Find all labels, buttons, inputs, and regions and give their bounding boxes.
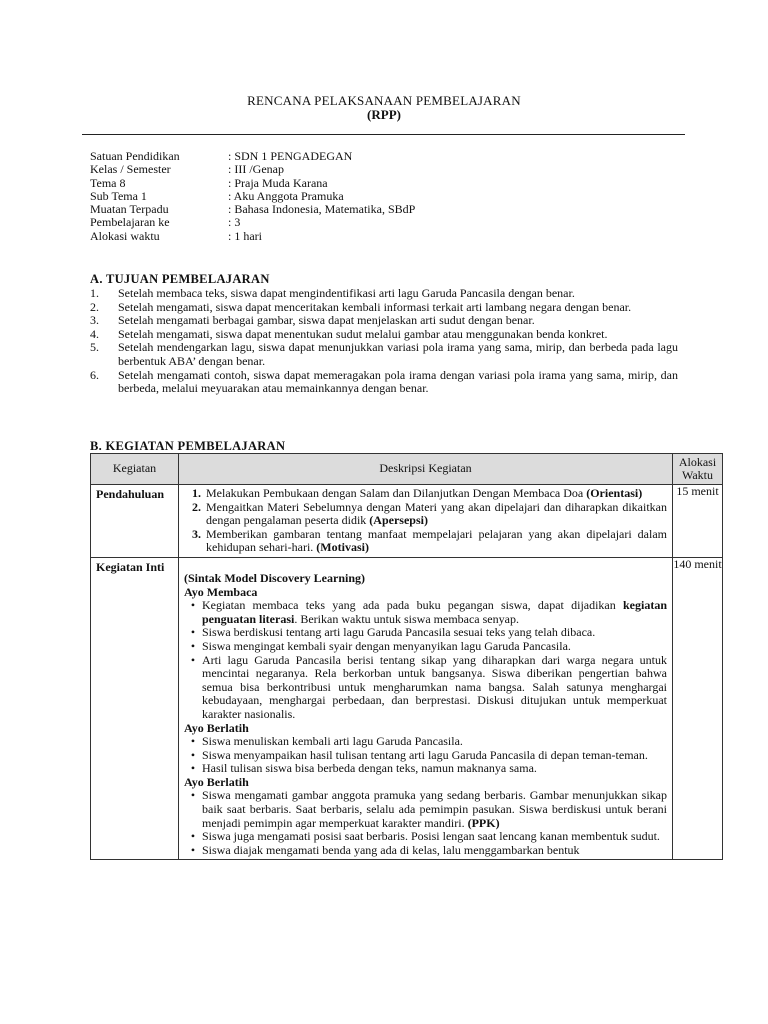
list-item [184,599,667,626]
subsection-title: Ayo Membaca [184,584,258,599]
item-text: Siswa menuliskan kembali arti lagu Garuda Pancasila. [202,734,463,749]
identity-value: : 1 hari [228,228,262,243]
activity-time: 15 menit [673,485,723,558]
list-item [184,735,667,749]
bullet-icon: • [190,638,196,653]
list-item [184,487,667,501]
item-text: Melakukan Pembukaan dengan Salam dan Dilanjutkan Dengan Membaca Doa (Orientasi) [206,486,643,500]
bullet-icon: • [190,734,196,749]
identity-row [90,216,415,229]
bullet-icon: • [190,652,196,667]
identity-row [90,190,415,203]
bullet-icon: • [190,625,196,640]
activity-description [179,485,673,558]
objective-item [90,301,678,315]
identity-row [90,150,415,163]
identity-value: : Aku Anggota Pramuka [228,188,344,203]
item-number: 1. [192,486,201,500]
identity-row [90,177,415,190]
objective-item [90,328,678,342]
identity-value: : Praja Muda Karana [228,175,328,190]
item-text: Arti lagu Garuda Pancasila berisi tentang sikap yang diharapkan dari warga negara untuk mencintai negaranya. Rela berkorban untuk bangsanya. Siswa diberikan pengertian bahwa semua bisa berkontribusi untuk mengharumkan nama bangsa. Salah satunya menghargai kebudayaan, menghargai perbedaan, dan berprestasi. Diskusi ditujukan untuk memperkuat karakter nasionalis. [202,652,667,721]
title-divider [82,134,685,135]
model-title: (Sintak Model Discovery Learning) [184,570,365,585]
identity-row [90,163,415,176]
objective-text: Setelah mendengarkan lagu, siswa dapat menunjukkan variasi pola irama yang sama, mirip, dan berbeda pada lagu berbentuk ABA’ dengan benar. [118,340,678,368]
document-subtitle: (RPP) [367,107,401,122]
table-row-pendahuluan [91,485,723,558]
subsection-title: Ayo Berlatih [184,774,249,789]
list-item [184,749,667,763]
item-text: Siswa berdiskusi tentang arti lagu Garuda Pancasila sesuai teks yang telah dibaca. [202,625,596,640]
header-kegiatan: Kegiatan [91,454,179,485]
item-text: Siswa menyampaikan hasil tulisan tentang arti lagu Garuda Pancasila di depan teman-teman. [202,747,648,762]
table-header-row [91,454,723,485]
objective-number: 4. [90,326,99,341]
list-item [184,844,667,858]
identity-label: Alokasi waktu [90,228,160,243]
bullet-icon: • [190,829,196,844]
objective-number: 5. [90,340,99,355]
activity-time: 140 menit [673,557,723,859]
objective-number: 1. [90,286,99,300]
bullet-icon: • [190,747,196,762]
objective-text: Setelah membaca teks, siswa dapat mengindentifikasi arti lagu Garuda Pancasila dengan benar. [118,286,575,300]
activity-name: Kegiatan Inti [91,557,179,859]
identity-value: : 3 [228,215,241,230]
objective-text: Setelah mengamati contoh, siswa dapat memeragakan pola irama dengan variasi pola irama yang sama, mirip, dan berbeda, melalui meyuarakan atau memainkannya dengan benar. [118,367,678,396]
identity-label: Pembelajaran ke [90,215,170,230]
bullet-icon: • [190,842,196,857]
subsection-title: Ayo Berlatih [184,720,249,735]
objective-item [90,341,678,368]
identity-label: Tema 8 [90,175,126,190]
list-item [184,654,667,722]
identity-label: Muatan Terpadu [90,202,169,217]
item-text: Mengaitkan Materi Sebelumnya dengan Materi yang akan dipelajari dan diharapkan dikaitkan dengan pengalaman peserta didik (Apersepsi) [206,499,667,528]
item-text: Siswa diajak mengamati benda yang ada di kelas, lalu menggambarkan bentuk [202,842,580,857]
item-number: 2. [192,499,201,514]
objectives-list [90,287,678,396]
list-item [184,626,667,640]
identity-row [90,203,415,216]
activity-name: Pendahuluan [91,485,179,558]
activities-table [90,453,723,860]
objective-item [90,369,678,396]
identity-label: Sub Tema 1 [90,188,147,203]
item-number: 3. [192,526,201,541]
list-item [184,830,667,844]
list-item [184,528,667,555]
header-deskripsi: Deskripsi Kegiatan [179,454,673,485]
item-text: Kegiatan membaca teks yang ada pada buku pegangan siswa, dapat dijadikan kegiatan penguatan literasi. Berikan waktu untuk siswa membaca senyap. [202,598,667,626]
item-text: Memberikan gambaran tentang manfaat mempelajari pelajaran yang akan dipelajari dalam kehidupan sehari-hari. (Motivasi) [206,526,667,555]
list-item [184,762,667,776]
objective-item [90,314,678,328]
identity-value: : III /Genap [228,162,284,177]
identity-row [90,230,415,243]
list-item [184,789,667,830]
table-row-inti [91,557,723,859]
document-title: RENCANA PELAKSANAAN PEMBELAJARAN [247,93,521,108]
objective-text: Setelah mengamati, siswa dapat menentukan sudut melalui gambar atau menggunakan benda konkret. [118,326,608,341]
list-item [184,501,667,528]
list-item [184,640,667,654]
identity-value: : SDN 1 PENGADEGAN [228,149,353,163]
item-text: Siswa mengamati gambar anggota pramuka yang sedang berbaris. Gambar menunjukkan sikap baik saat berbaris. Saat berbaris, selalu ada pemimpin pasukan. Siswa berdiskusi untuk berani menjadi pemimpin agar memperkuat karakter mandiri. (PPK) [202,788,667,830]
bullet-icon: • [190,598,196,613]
objective-item [90,287,678,301]
item-text: Hasil tulisan siswa bisa berbeda dengan teks, namun maknanya sama. [202,761,537,776]
section-b-heading: B. KEGIATAN PEMBELAJARAN [90,439,286,453]
objective-number: 3. [90,313,99,328]
activity-description [179,557,673,859]
item-text: Siswa juga mengamati posisi saat berbaris. Posisi lengan saat lencang kanan membentuk sudut. [202,829,660,844]
objective-text: Setelah mengamati berbagai gambar, siswa dapat menjelaskan arti sudut dengan benar. [118,313,535,328]
header-alokasi: Alokasi Waktu [673,454,723,485]
objective-number: 2. [90,299,99,314]
objective-text: Setelah mengamati, siswa dapat menceritakan kembali informasi terkait arti lambang negara dengan benar. [118,299,632,314]
objective-number: 6. [90,367,99,382]
section-a-heading: A. TUJUAN PEMBELAJARAN [90,272,270,286]
item-text: Siswa mengingat kembali syair dengan menyanyikan lagu Garuda Pancasila. [202,638,571,653]
identity-label: Satuan Pendidikan [90,149,180,163]
identity-value: : Bahasa Indonesia, Matematika, SBdP [228,202,416,217]
bullet-icon: • [190,788,196,803]
bullet-icon: • [190,761,196,776]
identity-label: Kelas / Semester [90,162,171,177]
identity-block [90,150,415,243]
